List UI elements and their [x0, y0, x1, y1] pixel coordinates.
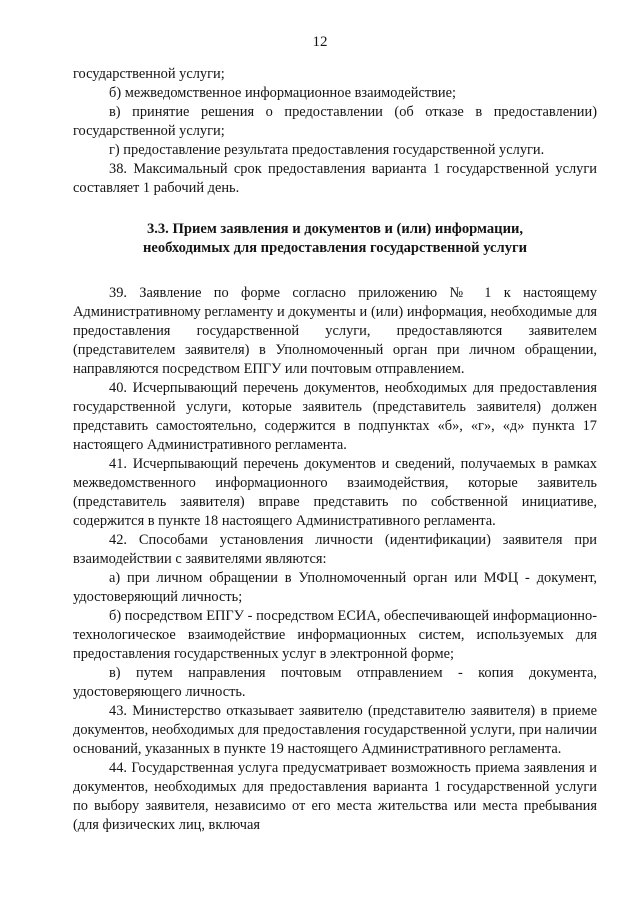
list-item-g: г) предоставление результата предоставления государственной услуги. [109, 142, 545, 158]
paragraph-43: 43. Министерство отказывает заявителю (представителю заявителя) в приеме документов, необходимых для предоставления государственной услуги, при наличии оснований, указанных в пункте 19 настоящего Административного регламента. [73, 703, 597, 757]
list-item-b: б) межведомственное информационное взаимодействие; [109, 85, 457, 101]
list-item-a: а) при личном обращении в Уполномоченный орган или МФЦ - документ, удостоверяющий личность; [73, 570, 597, 605]
paragraph-44: 44. Государственная услуга предусматривает возможность приема заявления и документов, необходимых для предоставления варианта 1 государственной услуги по выбору заявителя, независимо от его места жительства или места пребывания (для физических лиц, включая [73, 760, 597, 833]
paragraph-40: 40. Исчерпывающий перечень документов, необходимых для предоставления государственной услуги, которые заявитель (представитель заявителя) должен представить самостоятельно, содержится в подпунктах «б», «г», «д» пункта 17 настоящего Административного регламента. [73, 380, 597, 453]
paragraph-42: 42. Способами установления личности (идентификации) заявителя при взаимодействии с заявителями являются: [73, 532, 597, 567]
section-heading-line-1: 3.3. Прием заявления и документов и (или) информации, [146, 221, 524, 237]
list-item-v: в) путем направления почтовым отправлением - копия документа, удостоверяющего личность. [73, 665, 597, 700]
paragraph-39: 39. Заявление по форме согласно приложению № 1 к настоящему Административному регламенту и документы и (или) информация, необходимые для предоставления государственной услуги, предоставляются заявителем (представителем заявителя) в Уполномоченный орган при личном обращении, направляются посредством ЕПГУ или почтовым отправлением. [73, 285, 597, 377]
section-heading-line-2: необходимых для предоставления государственной услуги [142, 240, 528, 256]
paragraph-38: 38. Максимальный срок предоставления варианта 1 государственной услуги составляет 1 рабочий день. [73, 161, 597, 196]
list-item-v: в) принятие решения о предоставлении (об отказе в предоставлении) государственной услуги; [73, 104, 597, 139]
page-number: 12 [312, 34, 328, 50]
list-item-b: б) посредством ЕПГУ - посредством ЕСИА, обеспечивающей информационно-технологическое взаимодействие информационных систем, используемых для предоставления государственных услуг в электронной форме; [73, 608, 597, 662]
paragraph-41: 41. Исчерпывающий перечень документов и сведений, получаемых в рамках межведомственного информационного взаимодействия, которые заявитель (представитель заявителя) вправе представить по собственной инициативе, содержится в пункте 18 настоящего Административного регламента. [73, 456, 597, 529]
document-body [73, 65, 597, 835]
paragraph-continuation: государственной услуги; [73, 66, 225, 82]
section-heading [73, 220, 597, 258]
